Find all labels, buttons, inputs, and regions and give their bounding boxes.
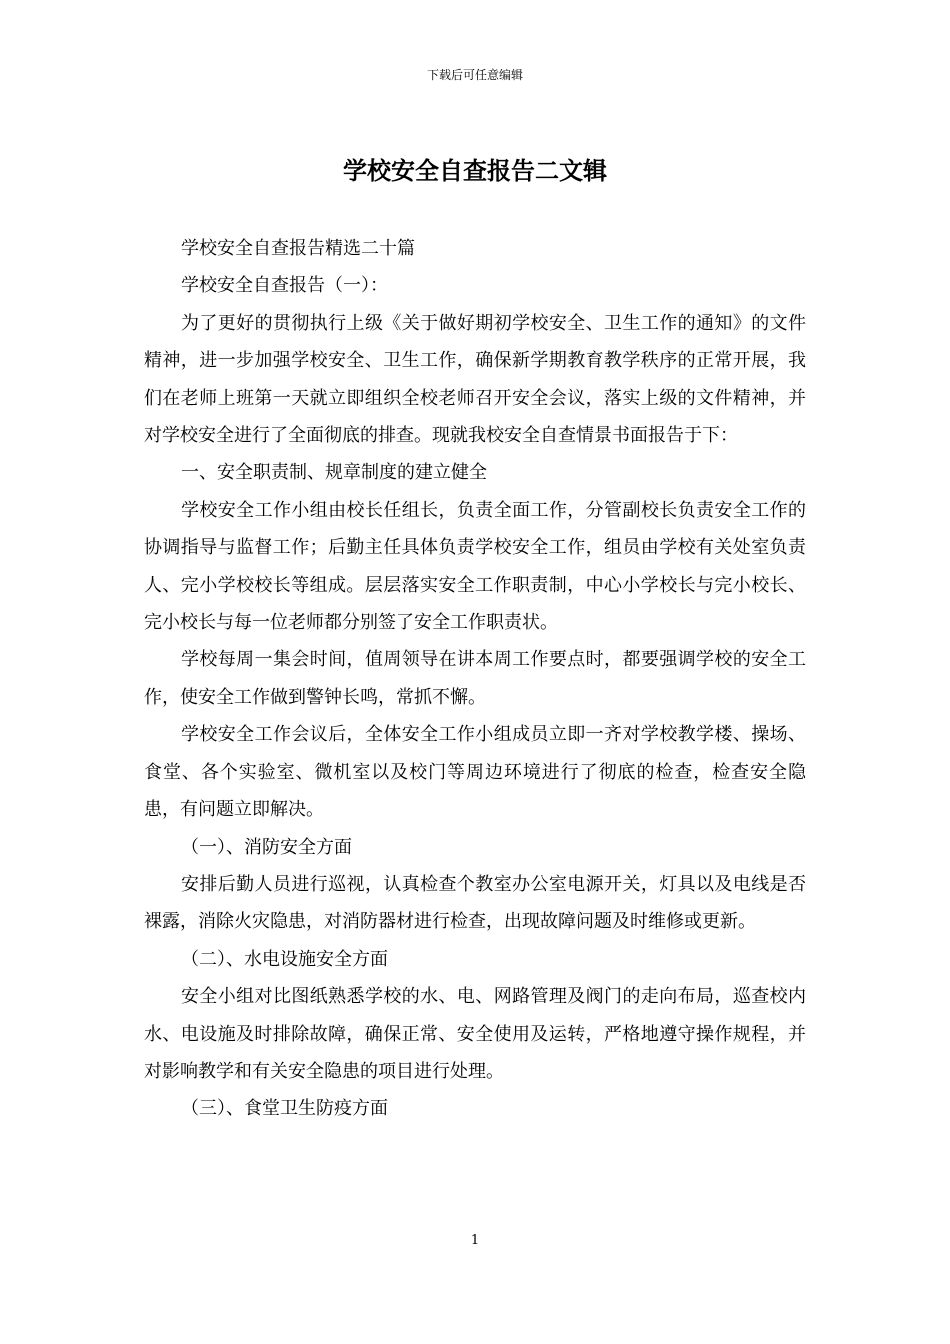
paragraph-report-heading: 学校安全自查报告（一）：: [181, 275, 388, 297]
document-title: 学校安全自查报告二文辑: [343, 156, 607, 185]
section-heading-responsibility: 一、安全职责制、规章制度的建立健全: [181, 462, 487, 484]
section-heading-fire-safety: （一）、消防安全方面: [181, 836, 352, 858]
document-body: [144, 230, 806, 1128]
page-header-note: 下载后可任意编辑: [426, 68, 523, 82]
paragraph-safety-team: 学校安全工作小组由校长任组长，负责全面工作，分管副校长负责安全工作的协调指导与监督工作；后勤主任具体负责学校安全工作，组员由学校有关处室负责人、完小学校校长等组成。层层落实安全工作职责制，中心小学校长与完小校长、完小校长与每一位老师都分别签了安全工作职责状。: [144, 499, 806, 634]
page-number: 1: [470, 1233, 480, 1248]
paragraph-utilities: 安全小组对比图纸熟悉学校的水、电、网路管理及阀门的走向布局，巡查校内水、电设施及时排除故障，确保正常、安全使用及运转，严格地遵守操作规程，并对影响教学和有关安全隐患的项目进行处理。: [144, 986, 806, 1082]
paragraph-inspection: 学校安全工作会议后，全体安全工作小组成员立即一齐对学校教学楼、操场、食堂、各个实验室、微机室以及校门等周边环境进行了彻底的检查，检查安全隐患，有问题立即解决。: [144, 724, 806, 821]
paragraph-intro: 为了更好的贯彻执行上级《关于做好期初学校安全、卫生工作的通知》的文件精神，进一步加强学校安全、卫生工作，确保新学期教育教学秩序的正常开展，我们在老师上班第一天就立即组织全校老师召开安全会议，落实上级的文件精神，并对学校安全进行了全面彻底的排查。现就我校安全自查情景书面报告于下：: [144, 312, 806, 447]
section-heading-canteen: （三）、食堂卫生防疫方面: [181, 1098, 388, 1120]
paragraph-fire-safety: 安排后勤人员进行巡视，认真检查个教室办公室电源开关，灯具以及电线是否裸露，消除火灾隐患，对消防器材进行检查，出现故障问题及时维修或更新。: [144, 873, 806, 933]
paragraph-weekly-meeting: 学校每周一集会时间，值周领导在讲本周工作要点时，都要强调学校的安全工作，使安全工作做到警钟长鸣，常抓不懈。: [144, 649, 806, 708]
paragraph-subtitle: 学校安全自查报告精选二十篇: [181, 238, 415, 259]
section-heading-utilities: （二）、水电设施安全方面: [181, 948, 388, 970]
